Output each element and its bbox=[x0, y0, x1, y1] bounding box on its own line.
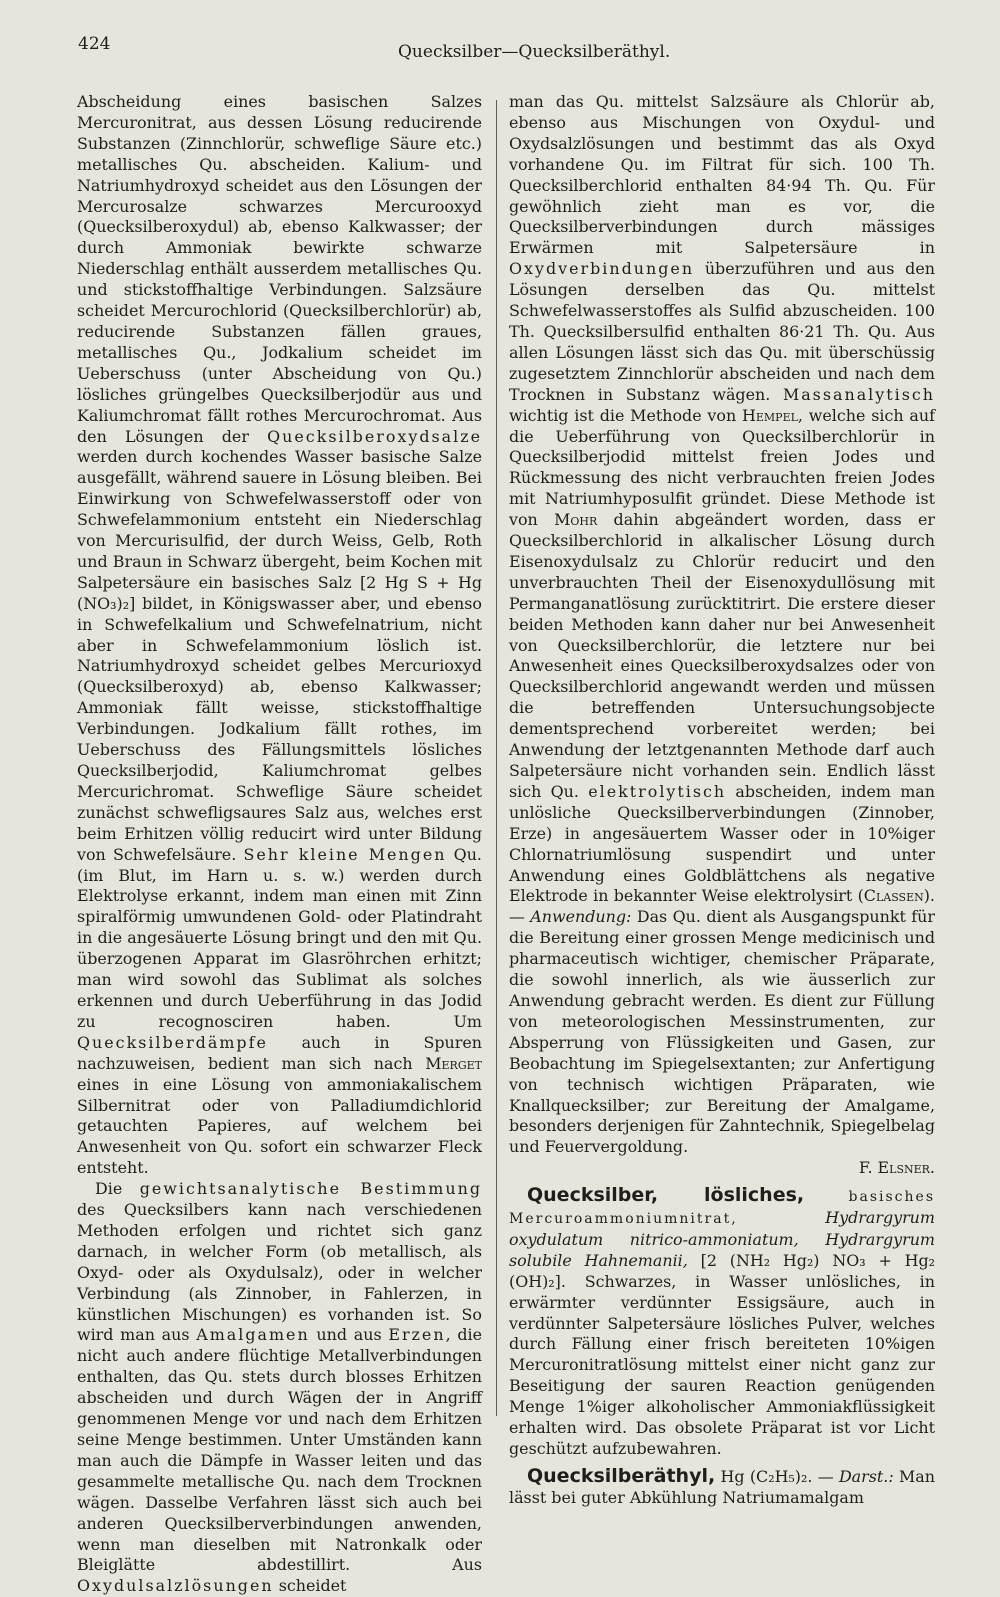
spaced-term: Oxydulsalzlösungen bbox=[77, 1576, 274, 1596]
text: , die nicht auch andere flüchtige Metallverbindungen enthalten, das Qu. stets durch blosses Erhitzen abscheiden und durch Wägen der in Angriff genommenen Menge vor und nach dem Erhitzen seine Menge bestimmen. Unter Umständen kann man auch die Dämpfe in Wasser leiten und das gesammelte metallische Qu. nach dem Trocknen wägen. Dasselbe Verfahren lässt sich auch bei anderen Quecksilberverbindungen anwenden, wenn man dieselben mit Natronkalk oder Bleiglätte abdestillirt. Aus bbox=[77, 1325, 482, 1575]
italic-term: Darst.: bbox=[838, 1466, 894, 1486]
signature: F. Elsner. bbox=[858, 1158, 935, 1178]
entry-mercury-ethyl bbox=[509, 1466, 935, 1509]
entry-headword: Quecksilberäthyl, bbox=[527, 1464, 716, 1487]
author-mohr: Mohr bbox=[554, 510, 598, 530]
spaced-term: basisches Mercuroammoniumnitrat, bbox=[509, 1189, 935, 1228]
text: Qu. (im Blut, im Harn u. s. w.) werden durch Elektrolyse erkannt, indem man einen mit Zinn spiralförmig umwundenen Gold- oder Platindraht in die angesäuerte Lösung bringt und den mit Qu. überzogenen Apparat im Glasröhrchen erhitzt; man wird sowohl das Sublimat als solches erkennen und durch Ueberführung in das Jodid zu recognosciren haben. Um bbox=[77, 844, 482, 1031]
text: ). — bbox=[509, 886, 935, 927]
paragraph-gravimetric bbox=[77, 1179, 482, 1597]
text: auch in Spuren nachzuweisen, bedient man sich nach bbox=[77, 1032, 482, 1073]
text: Abscheidung eines basischen Salzes Mercuronitrat, aus dessen Lösung reducirende Substanzen (Zinnchlorür, schweflige Säure etc.) metallisches Qu. abscheiden. Kalium- und Natriumhydroxyd scheidet aus den Lösungen der Mercurosalze schwarzes Mercurooxyd (Quecksilberoxydul) ab, ebenso Kalkwasser; der durch Ammoniak bewirkte schwarze Niederschlag enthält ausserdem metallisches Qu. und stickstoffhaltige Verbindungen. Salzsäure scheidet Mercurochlorid (Quecksilberchlorür) ab, reducirende Substanzen fällen graues, metallisches Qu., Jodkalium scheidet im Ueberschuss (unter Abscheidung von Qu.) lösliches grüngelbes Quecksilberjodür aus und Kaliumchromat fällt rothes Mercurochromat. Aus den Lösungen der bbox=[77, 92, 482, 446]
spaced-term: elektrolytisch bbox=[588, 781, 727, 801]
text: Schwarzes, in Wasser unlösliches, in erwärmter verdünnter Essigsäure, auch in verdünnter Salpetersäure lösliches Pulver, welches durch Fällung einer frisch bereiteten 10%igen Mercuronitratlösung mittelst einer nicht ganz zur Beseitigung der sauren Reaction genügenden Menge 1%iger alkoholischer Ammoniakflüssigkeit erhalten wird. Das obsolete Präparat ist vor Licht geschützt aufzubewahren. bbox=[509, 1271, 935, 1458]
text: eines in eine Lösung von ammoniakalischem Silbernitrat oder von Palladiumdichlorid getauchten Papieres, auf welchem bei Anwesenheit von Qu. sofort ein schwarzer Fleck entsteht. bbox=[77, 1074, 482, 1178]
latin-names: Hydrargyrum oxydulatum nitrico-ammoniatum, Hydrargyrum solubile Hahnemanii, bbox=[509, 1208, 935, 1270]
formula: Hg (C₂H₅)₂. bbox=[720, 1466, 813, 1486]
dash: — bbox=[817, 1466, 834, 1486]
running-head: Quecksilber—Quecksilberäthyl. bbox=[398, 42, 671, 62]
column-divider bbox=[496, 100, 497, 1416]
text: werden durch kochendes Wasser basische Salze ausgefällt, während sauere in Lösung bleiben. Bei Einwirkung von Schwefelwasserstoff oder von Schwefelammonium entsteht ein Niederschlag von Mercurisulfid, der durch Weiss, Gelb, Roth und Braun in Schwarz übergeht, beim Kochen mit Salpetersäure ein basisches Salz [2 Hg S + Hg (NO₃)₂] bildet, in Königswasser aber, und ebenso in Schwefelkalium und Schwefelnatrium, nicht aber in Schwefelammonium löslich ist. Natriumhydroxyd scheidet gelbes Mercurioxyd (Quecksilberoxyd) ab, ebenso Kalkwasser; Ammoniak fällt weisse, stickstoffhaltige Verbindungen. Jodkalium fällt rothes, im Ueberschuss des Fällungsmittels lösliches Quecksilberjodid, Kaliumchromat gelbes Mercurichromat. Schweflige Säure scheidet zunächst schwefligsaures Salz aus, welches erst beim Erhitzen völlig reducirt wird unter Bildung von Schwefelsäure. bbox=[77, 447, 482, 864]
paragraph-mercurosalts bbox=[77, 92, 482, 1179]
page-header bbox=[78, 34, 940, 64]
spaced-term: Quecksilberoxydsalze bbox=[267, 426, 482, 446]
author-merget: Merget bbox=[425, 1053, 482, 1073]
spaced-term: Oxydverbindungen bbox=[509, 259, 695, 279]
text: scheidet bbox=[278, 1576, 347, 1596]
entry-headword: Quecksilber, lösliches, bbox=[527, 1184, 805, 1207]
paragraph-determination bbox=[509, 92, 935, 1158]
text: Die bbox=[95, 1179, 123, 1199]
text: und aus bbox=[316, 1325, 382, 1345]
left-column bbox=[77, 92, 482, 1597]
text: dahin abgeändert worden, dass er Quecksilberchlorid in alkalischer Lösung durch Eisenoxydulsalz zu Chlorür reducirt und den unverbrauchten Theil der Eisenoxydullösung mit Permanganatlösung zurücktitrirt. Die erstere dieser beiden Methoden kann daher nur bei Anwesenheit von Quecksilberchlorür, die letztere nur bei Anwesenheit eines Quecksilberoxydsalzes oder von Quecksilberchlorid angewandt werden und müssen die betreffenden Untersuchungsobjecte dementsprechend vorbereitet werden; bei Anwendung der letztgenannten Methode darf auch Salpetersäure nicht vorhanden sein. Endlich lässt sich Qu. bbox=[509, 510, 935, 801]
italic-term: Anwendung: bbox=[530, 907, 632, 927]
text: überzuführen und aus den Lösungen derselben das Qu. mittelst Schwefelwasserstoffes als Sulfid abzuscheiden. 100 Th. Quecksilbersulfid enthalten 86·21 Th. Qu. Aus allen Lösungen lässt sich das Qu. mit überschüssig zugesetztem Zinnchlorür abscheiden und nach dem Trocknen in Substanz wägen. bbox=[509, 259, 935, 404]
text: , welche sich auf die Ueberführung von Quecksilberchlorür in Quecksilberjodid mittelst freien Jodes und Rückmessung des nicht verbrauchten freien Jodes mit Natriumhyposulfit gründet. Diese Methode ist von bbox=[509, 405, 935, 530]
text: wichtig ist die Methode von bbox=[509, 405, 737, 425]
text: Man lässt bei guter Abkühlung Natriumamalgam bbox=[509, 1466, 935, 1507]
author-hempel: Hempel bbox=[742, 405, 798, 425]
formula: [2 (NH₂ Hg₂) NO₃ + Hg₂ (OH)₂]. bbox=[509, 1250, 935, 1291]
entry-soluble-mercury bbox=[509, 1185, 935, 1460]
spaced-term: Erzen bbox=[388, 1325, 446, 1345]
text: abscheiden, indem man unlösliche Quecksilberverbindungen (Zinnober, Erze) in angesäuertem Wasser oder in 10%iger Chlornatriumlösung suspendirt und unter Anwendung eines Goldblättchens als negative Elektrode in bekannter Weise elektrolysirt ( bbox=[509, 781, 935, 906]
right-column bbox=[509, 92, 935, 1509]
spaced-term: Amalgamen bbox=[196, 1325, 310, 1345]
text: des Quecksilbers kann nach verschiedenen Methoden erfolgen und richtet sich ganz darnach, in welcher Form (ob metallisch, als Oxyd- oder als Oxydulsalz), oder in welcher Verbindung (als Zinnober, in Fahlerzen, in künstlichen Mischungen) es vorhanden ist. So wird man aus bbox=[77, 1200, 482, 1345]
page-number: 424 bbox=[78, 34, 111, 54]
spaced-term: gewichtsanalytische Bestimmung bbox=[139, 1179, 482, 1199]
spaced-term: Massanalytisch bbox=[782, 384, 935, 404]
author-classen: Classen bbox=[863, 886, 924, 906]
spaced-term: Quecksilberdämpfe bbox=[77, 1032, 268, 1052]
text: Das Qu. dient als Ausgangspunkt für die Bereitung einer grossen Menge medicinisch und pharmaceutisch wichtiger, chemischer Präparate, die sowohl innerlich, als wie äusserlich zur Anwendung gebracht werden. Es dient zur Füllung von meteorologischen Messinstrumenten, zur Absperrung von Flüssigkeiten und Gasen, zur Beobachtung im Spiegelsextanten; zur Anfertigung von technisch wichtigen Präparaten, wie Knallquecksilber; zur Bereitung der Amalgame, besonders derjenigen für Zahntechnik, Spiegelbelag und Feuervergoldung. bbox=[509, 907, 935, 1157]
spaced-term: Sehr kleine Mengen bbox=[243, 844, 447, 864]
text: man das Qu. mittelst Salzsäure als Chlorür ab, ebenso aus Mischungen von Oxydul- und Oxydsalzlösungen und bestimmt das als Oxyd vorhandene Qu. im Filtrat für sich. 100 Th. Quecksilberchlorid enthalten 84·94 Th. Qu. Für gewöhnlich zieht man es vor, die Quecksilberverbindungen durch mässiges Erwärmen mit Salpetersäure in bbox=[509, 92, 935, 258]
